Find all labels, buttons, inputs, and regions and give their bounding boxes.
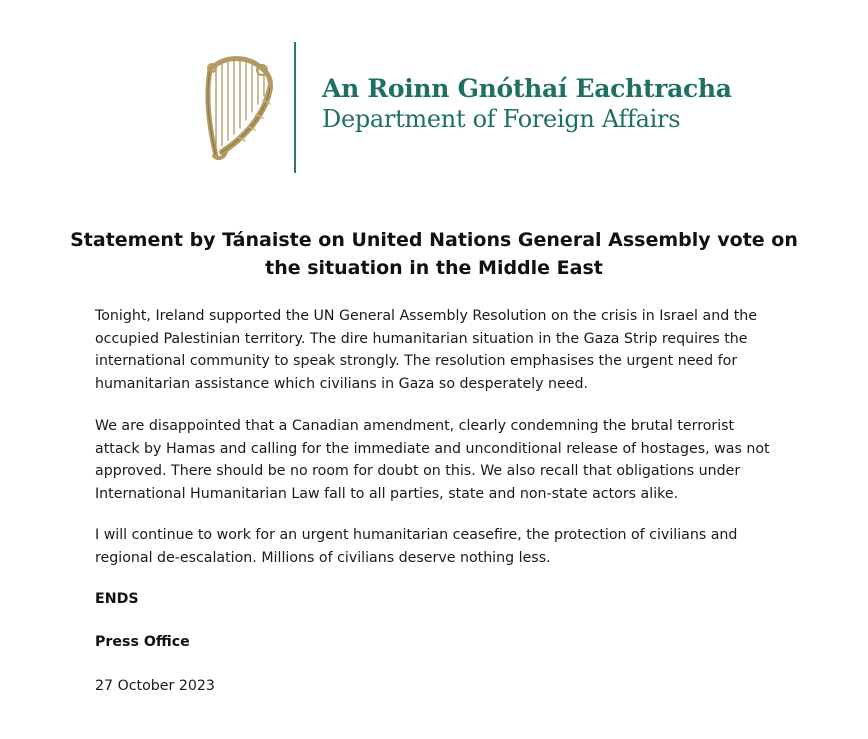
statement-paragraph-2: We are disappointed that a Canadian amendment, clearly condemning the brutal terrorist attack by Hamas and calling for the immediate and unconditional release of hostages, was not approved. There should be no room for doubt on this. We also recall that obligations under International Humanitarian Law fall to all parties, state and non-state actors alike. [95,418,770,502]
ends-marker: ENDS [95,591,139,607]
press-office-label: Press Office [95,634,190,650]
letterhead-divider [294,42,296,173]
statement-paragraph-3: I will continue to work for an urgent humanitarian ceasefire, the protection of civilians and regional de-escalation. Millions of civilians deserve nothing less. [95,527,738,566]
department-name-english: Department of Foreign Affairs [322,105,681,133]
statement-paragraph-1: Tonight, Ireland supported the UN General Assembly Resolution on the crisis in Israel and the occupied Palestinian territory. The dire humanitarian situation in the Gaza Strip requires the international community to speak strongly. The resolution emphasises the urgent need for humanitarian assistance which civilians in Gaza so desperately need. [95,308,757,392]
statement-title: Statement by Tánaiste on United Nations General Assembly vote on the situation in the Middle East [70,229,798,279]
statement-date: 27 October 2023 [95,678,215,694]
harp-icon [200,52,278,164]
letterhead [0,0,868,200]
department-name-irish: An Roinn Gnóthaí Eachtracha [322,74,732,103]
